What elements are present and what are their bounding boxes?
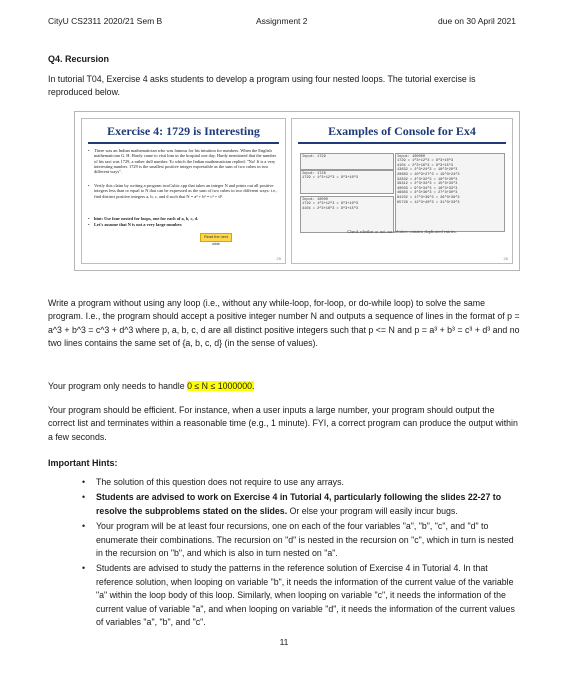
hint-bold-text: Students are advised to work on Exercise 4 in Tutorial 4, particularly following the slides 22-27 to resolve the subproblems stated on the slides. — [96, 492, 502, 516]
slide-bullet: • There was an Indian mathematician who was famous for his intuition for numbers. When the English mathematician G. H. Hardy came to visit him in the hospital one day, Hardy mentioned that the number of his taxi was 1729, a rather dull number. To which the Indian mathematician replied: "No! It is a very interesting number. 1729 is the smallest positive integer expressible as the sum of two cubes in two different ways". — [88, 148, 277, 175]
slide-exercise — [81, 118, 286, 264]
console-example: Input: 1729 — [300, 153, 394, 170]
slide-bullet: • Verify this claim by writing a program twoCubic.cpp that takes an integer N and prints out all positive integers less than or equal to N that can be expressed as the sum of two cubes in two different ways: i.e., find distinct positive integers a, b, c, and d such that N = a³ + b³ = c³ + d³. — [88, 183, 278, 199]
hints-title: Important Hints: — [48, 458, 118, 468]
assignment-label: Assignment 2 — [256, 16, 308, 26]
hint-text: Or else your program will easily incur bugs. — [287, 505, 458, 516]
hints-list — [48, 476, 520, 631]
read-next-slide-button[interactable]: Read the next slide — [200, 233, 232, 242]
range-paragraph — [48, 380, 520, 393]
slides-image — [74, 111, 520, 271]
slide-bullet-text: Let's assume that N is not a very large number. — [94, 222, 183, 227]
slide-bullet-text: There was an Indian mathematician who was famous for his intuition for numbers. When the English mathematician G. H. Hardy came to visit him in the hospital one day, Hardy mentioned that the number of his taxi was 1729, a rather dull number. To which the Indian mathematician replied: "No! It is a very interesting number. 1729 is the smallest positive integer expressible as the sum of two cubes in two different ways". — [94, 148, 277, 175]
hint-item: • Your program will be at least four recursions, one on each of the four variables "a", "b", "c", and "d" to enumerate their combinations. The recursion on "d" is nested in the recursion on "c", which in turn is nested in the recursion on "b", and which is also in turn nested on "a". — [82, 521, 514, 559]
slide-bullet-text: hint: Use four nested for loops, one for each of a, b, c, d. — [94, 216, 199, 221]
hint-item: • Students are advised to work on Exercise 4 in Tutorial 4, particularly following the slides 22-27 to resolve the subproblems stated on the slides. Or else your program will easily incur bugs. — [82, 492, 502, 516]
slide-bullet-text: Verify this claim by writing a program twoCubic.cpp that takes an integer N and prints out all positive integers less than or equal to N that can be expressed as the sum of two cubes in two different ways: i.e., find distinct positive integers a, b, c, and d such that N = a³ + b³ = c³ + d³. — [94, 183, 278, 199]
intro-paragraph: In tutorial T04, Exercise 4 asks students to develop a program using four nested loops. The tutorial exercise is reproduced below. — [48, 74, 476, 98]
hint-item: • The solution of this question does not require to use any arrays. — [82, 477, 344, 487]
slide-title: Exercise 4: 1729 is Interesting — [107, 124, 260, 138]
hint-text: Your program will be at least four recursions, one on each of the four variables "a", "b", "c", and "d" to enumerate their combinations. The recursion on "d" is nested in the recursion on "c", which in turn is nested in the recursion on "b", and which is also in turn nested on "a". — [96, 521, 514, 559]
question-title: Q4. Recursion — [48, 54, 110, 64]
page-number: 11 — [279, 637, 289, 647]
due-date: due on 30 April 2021 — [438, 16, 516, 26]
slide-examples — [291, 118, 513, 264]
slide-bullet: • Let's assume that N is not a very large number. — [88, 222, 278, 227]
course-label: CityU CS2311 2020/21 Sem B — [48, 16, 163, 26]
slide-page-number: 26 — [503, 256, 508, 261]
slide-page-number: 25 — [276, 256, 281, 261]
hint-item: • Students are advised to study the patterns in the reference solution of Exercise 4 in Tutorial 4. In that reference solution, when looping on variable "b", it needs the information of the current value of the variable "a" within the loop body of this loop. Similarly, when looping on variable "c", it needs the information of the current value of variable "a", and when looping on variable "d", it needs the information of the current values of variables "a", "b", and "c". — [82, 563, 515, 628]
title-rule — [298, 142, 506, 144]
console-example: Input: 1728 1729 = 1^3+12^3 = 9^3+10^3 — [300, 170, 394, 194]
console-example: Input: 100000 1729 = 1^3+12^3 = 9^3+10^3 4104 = 2^3+16^3 = 9^3+15^3 13832 = 2^3+24^3 = 18^3+20^3 20683 = 10^3+27^3 = 19^3+24^3 32832 = 4^3+32^3 = 18^3+30^3 39312 = 2^3+34^3 = 15^3+33^3 40033 = 9^3+34^3 = 16^3+33^3 46683 = 3^3+36^3 = 27^3+30^3 64232 = 17^3+39^3 = 26^3+36^3 65728 = 12^3+40^3 = 31^3+33^3 — [395, 153, 505, 232]
task-paragraph: Write a program without using any loop (i.e., without any while-loop, for-loop, or do-while loop) to solve the same program. I.e., the program should accept a positive integer number N and outputs a sequence of lines in the format of p = a^3 + b^3 = c^3 + d^3 where p, a, b, c, d are all distinct positive integers such that p <= N and p = a³ + b³ = c³ + d³ and no two lines contains the same set of {a, b, c, d} (in the sense of values). — [48, 298, 520, 349]
hint-text: Students are advised to study the patterns in the reference solution of Exercise 4 in Tutorial 4. In that reference solution, when looping on variable "b", it needs the information of the current value of the variable "a" within the loop body of this loop. Similarly, when looping on variable "c", it needs the information of the current value of variable "a", and when looping on variable "d", it needs the information of the current values of variables "a", "b", and "c". — [96, 563, 515, 628]
slide-title: Examples of Console for Ex4 — [328, 124, 476, 138]
range-prefix: Your program only needs to handle — [48, 381, 188, 391]
slide-bullet: • hint: Use four nested for loops, one for each of a, b, c, d. — [88, 216, 278, 221]
hint-text: The solution of this question does not require to use any arrays. — [96, 477, 344, 487]
range-highlight: 0 ≤ N ≤ 1000000. — [187, 381, 255, 391]
efficiency-paragraph: Your program should be efficient. For instance, when a user inputs a large number, your program should output the correct list and terminates within a reasonable time (e.g., 1 minute). FYI, a correct program can produce the output within a few seconds. — [48, 405, 518, 442]
slide-caption: Check whether or not our solution contains duplicated entries. — [347, 229, 457, 234]
console-example: Input: 10000 1729 = 1^3+12^3 = 9^3+10^3 4104 = 2^3+16^3 = 9^3+15^3 — [300, 196, 394, 233]
title-rule — [88, 142, 279, 144]
